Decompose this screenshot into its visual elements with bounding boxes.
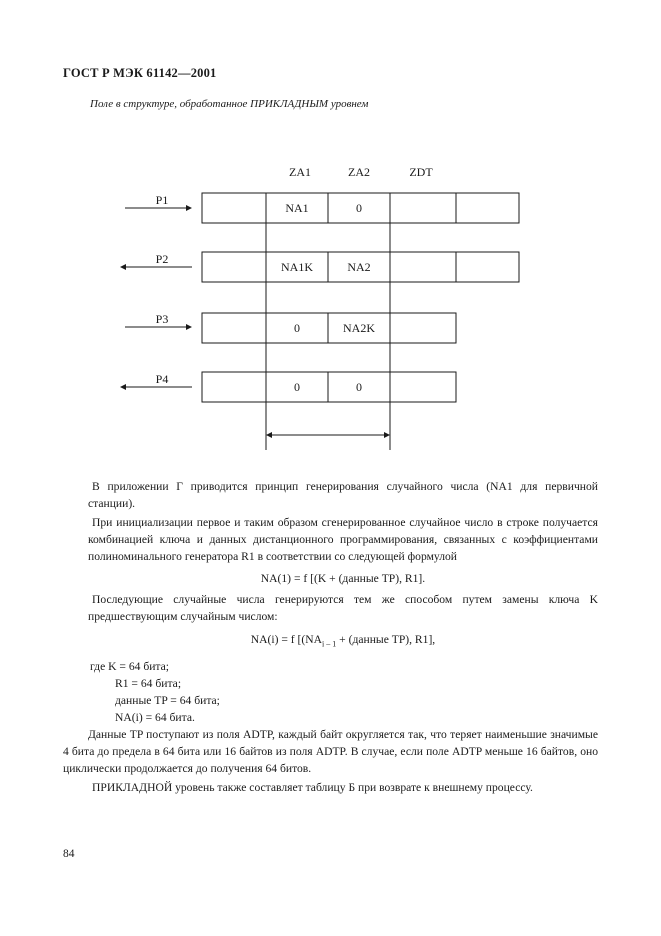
paragraph: В приложении Г приводится принцип генерирования случайного числа (NA1 для первичной станции). bbox=[88, 480, 598, 510]
cell-value: 0 bbox=[356, 380, 362, 394]
formula: NA(1) = f [(K + (данные TP), R1]. bbox=[260, 572, 426, 585]
cell-value: NA1 bbox=[285, 201, 309, 215]
row-label: P2 bbox=[155, 252, 169, 266]
row-p1 bbox=[125, 193, 519, 223]
row-label: P3 bbox=[155, 312, 169, 326]
paragraph: При инициализации первое и таким образом сгенерированное случайное число в строке получается комбинацией ключа и данных дистанционного программирования, связанных с коэффициентами полиноминального генератора R1 в соответствии со следующей формулой bbox=[88, 516, 598, 563]
formula-part: + (данные TP), R1], bbox=[336, 633, 436, 646]
cell-value: 0 bbox=[356, 201, 362, 215]
field-structure-diagram bbox=[0, 150, 661, 450]
paragraph: ПРИКЛАДНОЙ уровень также составляет таблицу Б при возврате к внешнему процессу. bbox=[92, 781, 533, 795]
row-p4 bbox=[120, 372, 456, 402]
document-header: ГОСТ Р МЭК 61142—2001 bbox=[63, 66, 217, 80]
definition-line: данные TP = 64 бита; bbox=[115, 694, 220, 708]
arrowhead-icon bbox=[120, 264, 126, 270]
cell-value: 0 bbox=[294, 321, 300, 335]
formula-subscript: i – 1 bbox=[322, 639, 337, 649]
figure-caption: Поле в структуре, обработанное ПРИКЛАДНЫМ уровнем bbox=[90, 98, 369, 110]
variable-definitions bbox=[90, 658, 598, 726]
column-header-zdt: ZDT bbox=[409, 165, 433, 179]
cell-value: NA2 bbox=[347, 260, 371, 274]
column-header-za1: ZA1 bbox=[289, 165, 311, 179]
cell-value: 0 bbox=[294, 380, 300, 394]
formula bbox=[88, 631, 598, 652]
paragraph: Данные TP поступают из поля ADTP, каждый байт округляется так, что теряет наименьшие значимые 4 бита до предела в 64 бита или 16 байтов из поля ADTP. В случае, если поле ADTP меньше 16 байтов, оно циклически продолжается до получения 64 битов. bbox=[63, 728, 598, 776]
body-text bbox=[63, 478, 598, 796]
arrowhead-icon bbox=[120, 384, 126, 390]
cell-value: NA1K bbox=[281, 260, 313, 274]
definition-line: где K = 64 бита; bbox=[90, 660, 169, 674]
row-p2 bbox=[120, 252, 519, 282]
cell-value: NA2K bbox=[343, 321, 375, 335]
page-number: 84 bbox=[63, 848, 75, 860]
span-dimension-arrow bbox=[266, 432, 390, 438]
formula-part: NA(i) = f [(NA bbox=[250, 633, 323, 646]
definition-line: NA(i) = 64 бита. bbox=[115, 711, 195, 725]
column-header-za2: ZA2 bbox=[348, 165, 370, 179]
definition-line: R1 = 64 бита; bbox=[115, 677, 182, 691]
row-p3 bbox=[125, 312, 456, 343]
arrowhead-icon bbox=[186, 205, 192, 211]
row-label: P4 bbox=[155, 372, 169, 386]
arrowhead-icon bbox=[186, 324, 192, 330]
paragraph: Последующие случайные числа генерируются тем же способом путем замены ключа K предшествующим случайным числом: bbox=[88, 593, 598, 623]
row-label: P1 bbox=[155, 193, 169, 207]
